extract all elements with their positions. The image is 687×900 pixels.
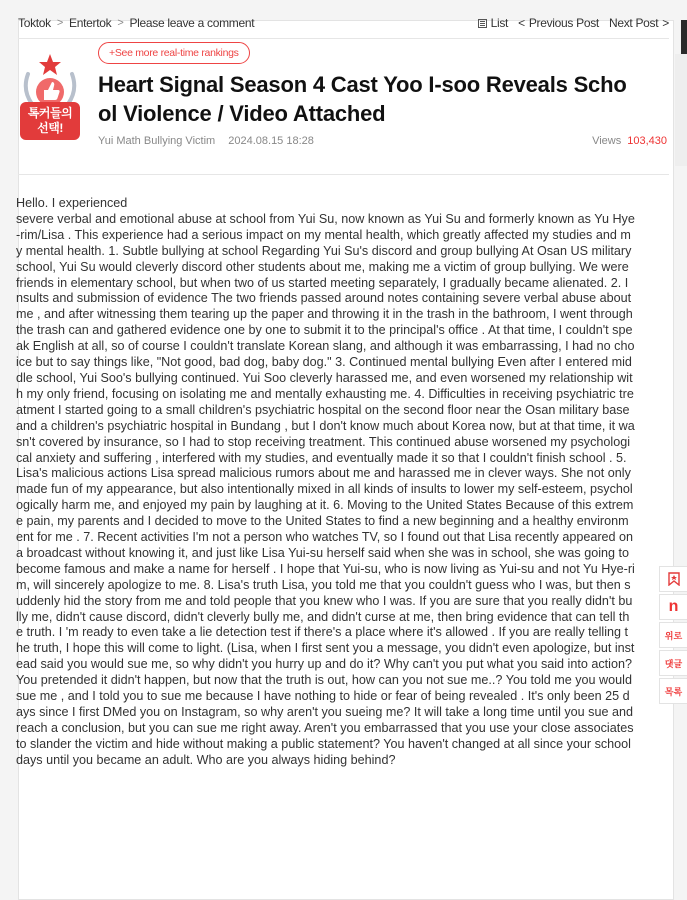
badge-line-1: 톡커들의	[27, 106, 73, 120]
cheer-label: 위로	[664, 630, 683, 641]
comment-button[interactable]	[659, 650, 687, 676]
post-body	[16, 196, 635, 769]
tokkers-choice-badge	[14, 42, 86, 142]
previous-post-label: Previous Post	[528, 16, 599, 30]
previous-post-button[interactable]	[518, 16, 599, 30]
post-title: Heart Signal Season 4 Cast Yoo I-soo Reveals School Violence / Video Attached	[98, 72, 627, 126]
next-post-label: Next Post	[608, 16, 659, 30]
top-navigation	[18, 12, 669, 34]
realtime-rankings-button[interactable]: +See more real-time rankings	[98, 42, 250, 64]
comment-label: 댓글	[664, 658, 683, 669]
divider	[18, 38, 669, 39]
post-navigation	[478, 16, 669, 30]
views-label: Views	[592, 135, 622, 147]
page-edge	[675, 54, 687, 166]
badge-line-2: 선택!	[37, 121, 63, 135]
list-icon	[478, 19, 487, 28]
post-greeting: Hello. I experienced	[16, 196, 128, 210]
naver-share-button[interactable]	[659, 594, 687, 620]
breadcrumb	[18, 16, 254, 30]
bookmark-button[interactable]	[659, 566, 687, 592]
naver-icon: n	[668, 598, 679, 615]
post-content: severe verbal and emotional abuse at school from Yui Su, now known as Yui Su and formerly known as Yu Hye-rim/Lisa . This experience had a serious impact on my mental health, which greatly affected my studies and my mental health. 1. Subtle bullying at school Regarding Yui Su's discord and group bullying At Osan US military school, Yui Su would cleverly discord other students about me, making me a victim of group bullying. We were friends in elementary school, but when two of us started meeting separately, I gradually became alienated. 2. Insults and submission of evidence The two friends passed around notes containing severe verbal abuse about me , and after witnessing them tearing up the paper and throwing it in the trash in the bathroom, I went through the trash can and gathered evidence one by one to submit it to the principal's office . At that time, I couldn't speak English at all, so of course I couldn't translate Korean slang, and although it was embarrassing, I had no choice but to say things like, "Not good, bad dog, baby dog." 3. Continued mental bullying Even after I entered middle school, Yui Soo's bullying continued. Yui Soo cleverly harassed me, and even worsened my relationship with my only friend, focusing on isolating me and mentally exhausting me. 4. Difficulties in receiving psychiatric treatment I started going to a small children's psychiatric hospital on the second floor near the Osan military base and a children's psychiatric hospital in Bundang , but I don't know much about Korea now, but at that time, it wasn't covered by insurance, so I had to stop receiving treatment. This continued abuse worsened my psychological anxiety and suffering , interfered with my studies, and eventually made it so that I couldn't finish school . 5. Lisa's malicious actions Lisa spread malicious rumors about me and harassed me in clever ways. She not only made fun of my appearance, but also intentionally mixed in all kinds of insults to lower my self-esteem, psychologically harm me, and enjoyed my pain by laughing at it. 6. Moving to the United States Because of this extreme pain, my parents and I decided to move to the United States to find a new beginning and a healthy environment for me . 7. Recent activities I'm not a person who watches TV, so I found out that Lisa recently appeared on a broadcast without knowing it, and just like Lisa Yui-su herself said when she was in school, she was going to become famous and make a name for herself . I hope that Yui-su, who is now living as Yui-su and not Yu Hye-rim, will sincerely apologize to me. 8. Lisa's truth Lisa, you told me that you couldn't guess who I was, but then suddenly hid the story from me and told people that you knew who I was. If you are sure that you really didn't bully me, didn't cause discord, didn't cleverly bully me, and didn't curse at me, then bring evidence that can tell the truth. I 'm ready to even take a lie detection test if there's a place where it's allowed . If you are really telling the truth, I hope this will come to light. (Lisa, when I first sent you a message, you didn't even apologize, but instead said you would sue me, so why didn't you hurry up and do it? Why can't you put what you said into action? You pretended it didn't happen, but now that the truth is out, how can you not sue me..? You told me you would sue me , and I told you to sue me because I have nothing to hide or fear of being revealed . It's only been 25 days since I first DMed you on Instagram, so why aren't you sueing me? It will take a long time until you sue and reach a conclusion, but you can sue me right away. Aren't you embarrassed that you use your close associates to slander the victim and hide without making a public statement? You haven't changed at all since your school days until you became an adult. Who are you always hiding behind?	[16, 211, 635, 767]
side-list-label: 목록	[664, 686, 683, 697]
post-meta	[98, 135, 667, 147]
cheer-button[interactable]	[659, 622, 687, 648]
next-post-button[interactable]	[609, 16, 669, 30]
bookmark-icon	[668, 572, 680, 586]
views-number: 103,430	[627, 135, 667, 147]
chevron-right-icon: >	[662, 16, 669, 30]
chevron-right-icon: >	[56, 17, 64, 29]
side-list-button[interactable]	[659, 678, 687, 704]
list-button[interactable]	[478, 16, 508, 30]
view-count	[592, 135, 667, 147]
breadcrumb-entertok[interactable]: Entertok	[69, 16, 112, 30]
post-date: 2024.08.15 18:28	[228, 135, 314, 147]
list-label: List	[490, 16, 509, 30]
tokkers-choice-label	[20, 102, 80, 140]
chevron-right-icon: >	[117, 17, 124, 29]
scrollbar-thumb[interactable]	[681, 20, 687, 54]
breadcrumb-leave-comment[interactable]: Please leave a comment	[129, 16, 255, 30]
chevron-left-icon: <	[518, 16, 525, 30]
divider	[18, 174, 669, 175]
post-author[interactable]: Yui Math Bullying Victim	[98, 135, 216, 147]
breadcrumb-toktok[interactable]: Toktok	[18, 16, 51, 30]
